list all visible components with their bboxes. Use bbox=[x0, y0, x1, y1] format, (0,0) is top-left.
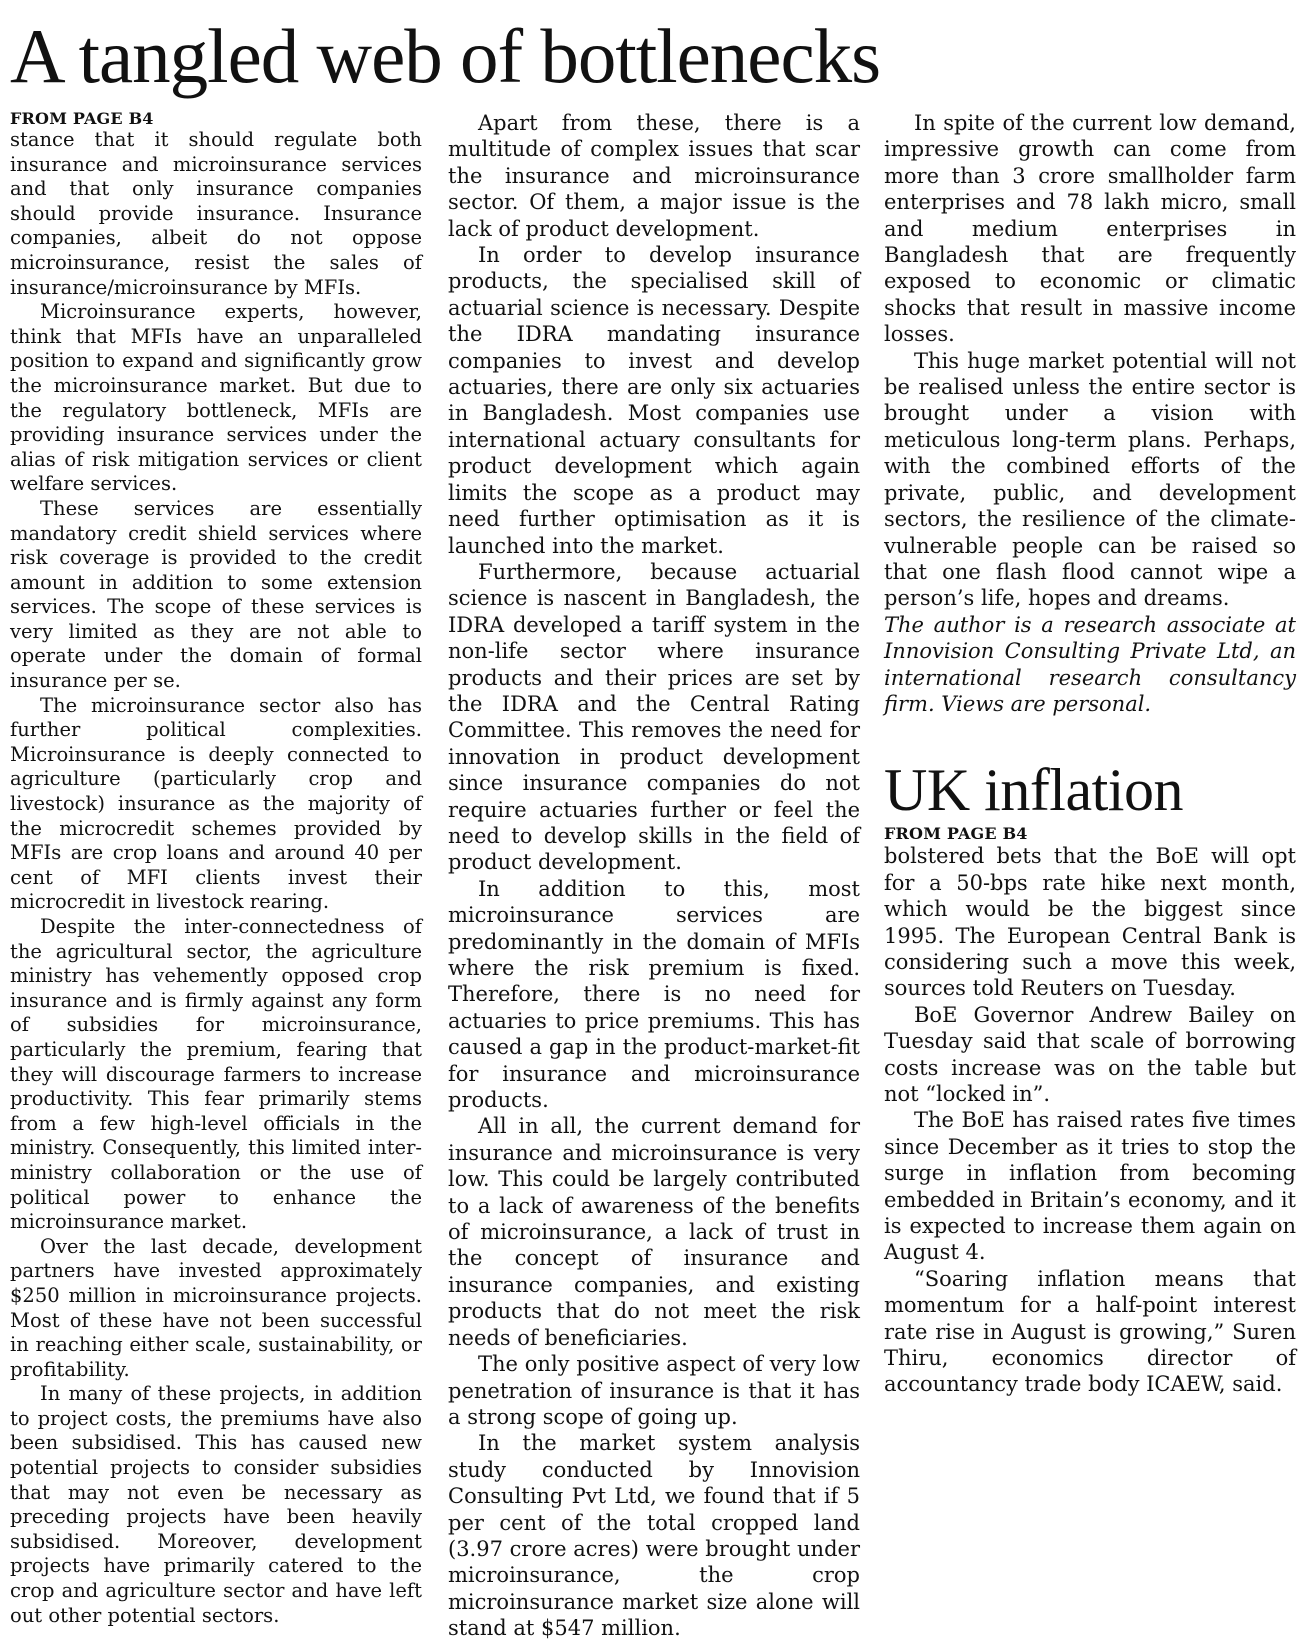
kicker-from-page: FROM PAGE B4 bbox=[884, 824, 1028, 844]
article-paragraph: In addition to this, most microinsurance services are predominantly in the domain of MFIs where the risk premium is fixed. Therefore, there is no need for actuaries to price premiums. This has caused a gap in the product-market-fit for insurance and microinsurance products. bbox=[448, 876, 860, 1113]
article-paragraph: Microinsurance experts, however, think that MFIs have an unparalleled position to expand and significantly grow the microinsurance market. But due to the regulatory bottleneck, MFIs are providing insurance services under the alias of risk mitigation services or client welfare services. bbox=[10, 300, 422, 496]
kicker-from-page: FROM PAGE B4 bbox=[10, 109, 154, 128]
article-paragraph: Over the last decade, development partners have invested approximately $250 million in microinsurance projects. Most of these have not been successful in reaching either scale, sustainability, or profitability. bbox=[10, 1234, 422, 1381]
article-paragraph: In order to develop insurance products, the specialised skill of actuarial science is necessary. Despite the IDRA mandating insurance companies to invest and develop actuaries, there are only six actuaries in Bangladesh. Most companies use international actuary consultants for product development which again limits the scope as a product may need further optimisation as it is launched into the market. bbox=[448, 243, 860, 558]
article-paragraph: Furthermore, because actuarial science is nascent in Bangladesh, the IDRA developed a tariff system in the non-life sector where insurance products and their prices are set by the IDRA and the Central Rating Committee. This removes the need for innovation in product development since insurance companies do not require actuaries further or feel the need to develop skills in the field of product development. bbox=[448, 559, 860, 875]
author-byline: The author is a research associate at Innovision Consulting Private Ltd, an international research consultancy firm. Views are personal. bbox=[884, 612, 1296, 716]
column-3 bbox=[884, 110, 1296, 1398]
article-paragraph: The microinsurance sector also has further political complexities. Microinsurance is deeply connected to agriculture (particularly crop and livestock) insurance as the majority of the microcredit schemes provided by MFIs are crop loans and around 40 per cent of MFI clients invest their microcredit in livestock rearing. bbox=[10, 693, 422, 914]
article-paragraph: In the market system analysis study conducted by Innovision Consulting Pvt Ltd, we found that if 5 per cent of the total cropped land (3.97 crore acres) were brought under microinsurance, the crop microinsurance market size alone will stand at $547 million. bbox=[448, 1431, 860, 1641]
article-paragraph: These services are essentially mandatory credit shield services where risk coverage is provided to the credit amount in addition to some extension services. The scope of these services is very limited as they are not able to operate under the domain of formal insurance per se. bbox=[10, 496, 422, 693]
headline-article-1: A tangled web of bottlenecks bbox=[10, 13, 881, 99]
article-paragraph: In many of these projects, in addition to project costs, the premiums have also been subsidised. This has caused new potential projects to consider subsidies that may not even be necessary as preceding projects have been heavily subsidised. Moreover, development projects have primarily catered to the crop and agriculture sector and have left out other potential sectors. bbox=[10, 1382, 422, 1627]
article-paragraph: This huge market potential will not be realised unless the entire sector is brought under a vision with meticulous long-term plans. Perhaps, with the combined efforts of the private, public, and development sectors, the resilience of the climate-vulnerable people can be raised so that one flash flood cannot wipe a person’s life, hopes and dreams. bbox=[884, 348, 1296, 611]
column-1 bbox=[10, 110, 422, 1628]
article-paragraph: In spite of the current low demand, impressive growth can come from more than 3 crore smallholder farm enterprises and 78 lakh micro, small and medium enterprises in Bangladesh that are frequently exposed to economic or climatic shocks that result in massive income losses. bbox=[884, 111, 1296, 347]
column-2 bbox=[448, 110, 860, 1642]
article-paragraph: All in all, the current demand for insurance and microinsurance is very low. This could be largely contributed to a lack of awareness of the benefits of microinsurance, a lack of trust in the concept of insurance and insurance companies, and existing products that do not meet the risk needs of beneficiaries. bbox=[448, 1114, 860, 1350]
article-paragraph: Apart from these, there is a multitude of complex issues that scar the insurance and microinsurance sector. Of them, a major issue is the lack of product development. bbox=[448, 111, 860, 241]
article-paragraph: BoE Governor Andrew Bailey on Tuesday said that scale of borrowing costs increase was on the table but not “locked in”. bbox=[884, 1002, 1296, 1106]
article-paragraph: The only positive aspect of very low penetration of insurance is that it has a strong scope of going up. bbox=[448, 1352, 860, 1429]
article-paragraph: The BoE has raised rates five times since December as it tries to stop the surge in inflation from becoming embedded in Britain’s economy, and it is expected to increase them again on August 4. bbox=[884, 1108, 1296, 1265]
article-paragraph: Despite the inter-connectedness of the agricultural sector, the agriculture ministry has vehemently opposed crop insurance and is firmly against any form of subsidies for microinsurance, particularly the premium, fearing that they will discourage farmers to increase productivity. This fear primarily stems from a few high-level officials in the ministry. Consequently, this limited inter-ministry collaboration or the use of political power to enhance the microinsurance market. bbox=[10, 915, 422, 1234]
headline-article-2: UK inflation bbox=[884, 757, 1183, 824]
article-paragraph: stance that it should regulate both insurance and microinsurance services and that only insurance companies should provide insurance. Insurance companies, albeit do not oppose microinsurance, resist the sales of insurance/microinsurance by MFIs. bbox=[10, 128, 422, 299]
article-paragraph: “Soaring inflation means that momentum for a half-point interest rate rise in August is growing,” Suren Thiru, economics director of accountancy trade body ICAEW, said. bbox=[884, 1266, 1296, 1397]
article-paragraph: bolstered bets that the BoE will opt for a 50-bps rate hike next month, which would be the biggest since 1995. The European Central Bank is considering such a move this week, sources told Reuters on Tuesday. bbox=[884, 844, 1296, 1001]
